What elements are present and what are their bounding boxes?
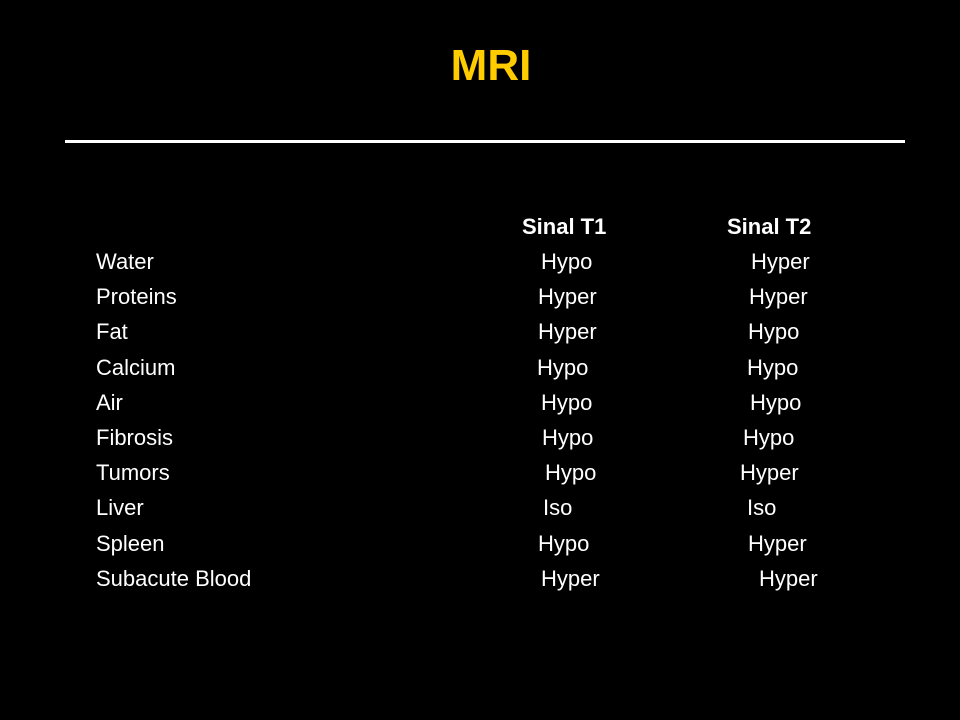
column-header-t2: Sinal T2 [727, 214, 812, 239]
table-row [0, 458, 960, 493]
tissue-name: Fat [96, 319, 128, 344]
t2-signal: Iso [747, 495, 777, 520]
tissue-name: Spleen [96, 531, 165, 556]
table-row [0, 423, 960, 458]
t1-signal: Hyper [538, 319, 597, 344]
t2-signal: Hyper [740, 460, 799, 485]
t1-signal: Hypo [538, 531, 590, 556]
table-row [0, 388, 960, 423]
t1-signal: Hypo [541, 390, 593, 415]
table-row [0, 282, 960, 317]
column-header-t1: Sinal T1 [522, 214, 607, 239]
table-row [0, 317, 960, 352]
t1-signal: Hypo [541, 249, 593, 274]
t2-signal: Hyper [749, 284, 808, 309]
slide-title: MRI [450, 41, 532, 90]
t2-signal: Hypo [750, 390, 802, 415]
t1-signal: Hypo [542, 425, 594, 450]
tissue-name: Air [96, 390, 123, 415]
t1-signal: Iso [543, 495, 573, 520]
t1-signal: Hypo [545, 460, 597, 485]
table-row [0, 247, 960, 282]
table-row [0, 493, 960, 528]
tissue-name: Calcium [96, 355, 176, 380]
tissue-name: Fibrosis [96, 425, 174, 450]
tissue-name: Water [96, 249, 154, 274]
t2-signal: Hyper [759, 566, 818, 591]
table-row [0, 353, 960, 388]
table-row [0, 529, 960, 564]
t1-signal: Hypo [537, 355, 589, 380]
tissue-name: Proteins [96, 284, 177, 309]
t1-signal: Hyper [541, 566, 600, 591]
t2-signal: Hypo [747, 355, 799, 380]
t2-signal: Hyper [751, 249, 810, 274]
t2-signal: Hyper [748, 531, 807, 556]
t2-signal: Hypo [743, 425, 795, 450]
t1-signal: Hyper [538, 284, 597, 309]
tissue-name: Liver [96, 495, 144, 520]
tissue-name: Tumors [96, 460, 170, 485]
title-divider [65, 140, 905, 143]
t2-signal: Hypo [748, 319, 800, 344]
table-row [0, 564, 960, 599]
tissue-name: Subacute Blood [96, 566, 252, 591]
